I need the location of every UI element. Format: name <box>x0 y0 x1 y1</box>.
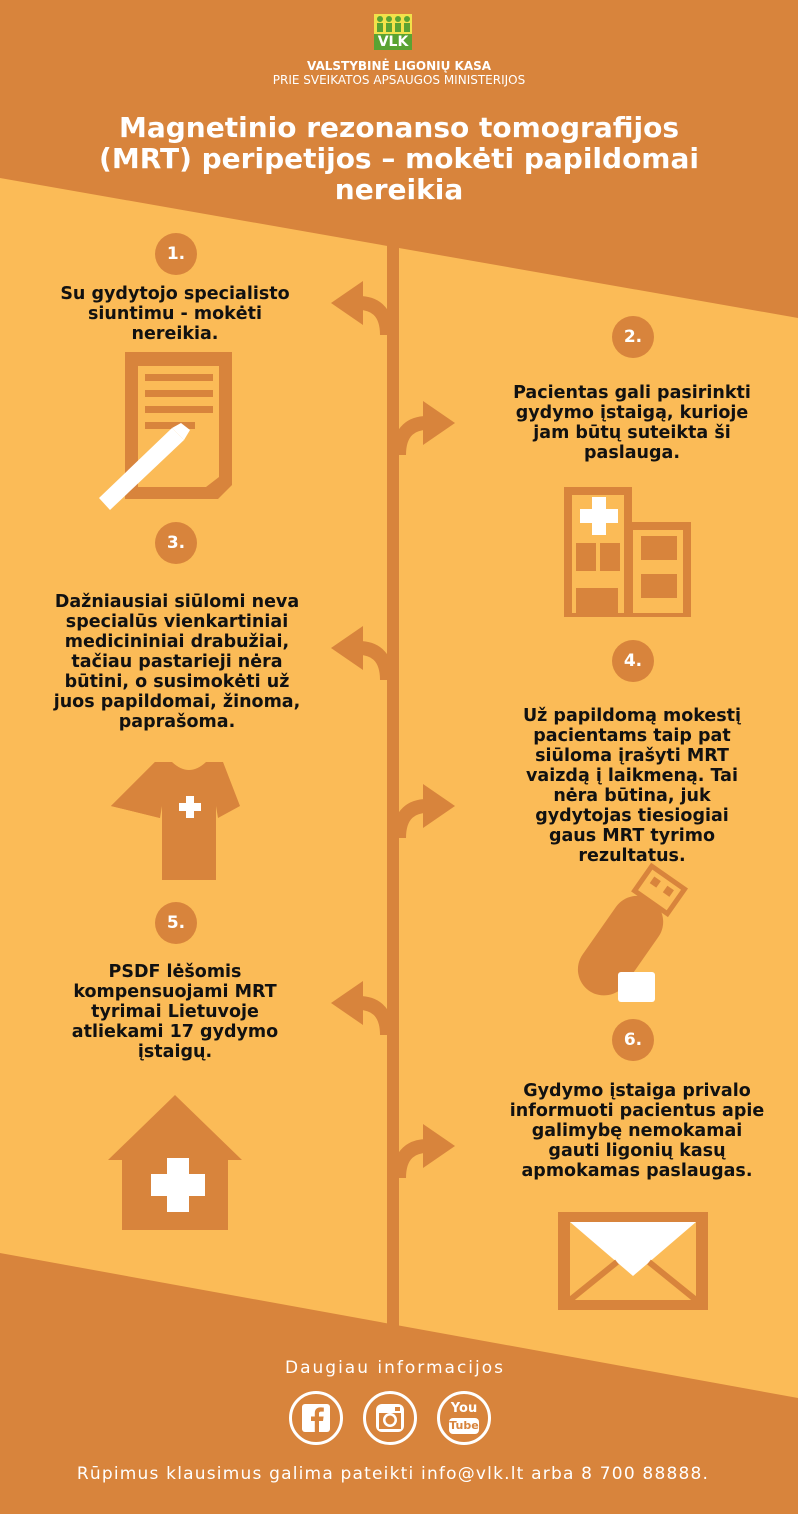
step-4-number: 4. <box>612 640 654 682</box>
youtube-button[interactable] <box>437 1391 491 1445</box>
title-line-2: (MRT) peripetijos – mokėti papildomai <box>99 142 699 175</box>
step-3-line: paprašoma. <box>118 712 236 732</box>
step-4-line: gydytojas tiesiogiai <box>535 806 729 826</box>
facebook-icon <box>292 1394 340 1442</box>
step-6-line: informuoti pacientus apie <box>509 1101 765 1121</box>
step-5-line: įstaigų. <box>137 1042 213 1062</box>
step-1-line: Su gydytojo specialisto <box>60 284 290 304</box>
title-line-3: nereikia <box>334 173 464 206</box>
envelope-icon <box>558 1212 708 1310</box>
arrow-right-icon <box>399 401 455 455</box>
arrow-left-icon <box>331 981 387 1035</box>
step-6-line: apmokamas paslaugas. <box>521 1161 753 1181</box>
step-1-line: siuntimu - mokėti <box>88 304 262 324</box>
step-6-line: gauti ligonių kasų <box>548 1141 726 1161</box>
step-3-line: Dažniausiai siūlomi neva <box>54 592 300 612</box>
arrow-right-icon <box>399 1124 455 1178</box>
step-3-number: 3. <box>155 522 197 564</box>
step-5-line: kompensuojami MRT <box>73 982 277 1002</box>
step-5-line: tyrimai Lietuvoje <box>91 1002 259 1022</box>
step-3-line: juos papildomai, žinoma, <box>53 692 301 712</box>
step-5-line: PSDF lėšomis <box>108 962 242 982</box>
logo-text: VLK <box>377 34 409 50</box>
youtube-icon <box>440 1394 488 1442</box>
instagram-button[interactable] <box>363 1391 417 1445</box>
hospital-building-icon <box>564 487 691 617</box>
step-6-line: Gydymo įstaiga privalo <box>523 1081 751 1101</box>
step-1-line: nereikia. <box>131 324 219 344</box>
document-pen-icon <box>99 352 232 510</box>
contact-text: Rūpimus klausimus galima pateikti info@vlk.lt arba 8 700 88888. <box>76 1464 710 1484</box>
step-2-line: jam būtų suteikta ši <box>533 423 731 443</box>
usb-label <box>618 972 655 1002</box>
step-3-line: tačiau pastarieji nėra <box>71 652 283 672</box>
more-info-label: Daugiau informacijos <box>285 1358 505 1378</box>
step-4-line: nėra būtina, juk <box>553 786 711 806</box>
org-name: VALSTYBINĖ LIGONIŲ KASA <box>306 59 492 73</box>
step-4-line: rezultatus. <box>578 846 686 866</box>
arrow-left-icon <box>331 281 387 335</box>
step-4-line: vaizdą į laikmeną. Tai <box>526 766 738 786</box>
youtube-tube: Tube <box>449 1419 479 1432</box>
step-6-line: galimybę nemokamai <box>531 1121 743 1141</box>
step-5-line: atliekami 17 gydymo <box>71 1022 279 1042</box>
arrow-right-icon <box>399 784 455 838</box>
step-3-line: būtini, o susimokėti už <box>64 672 290 692</box>
medical-shirt-icon <box>111 762 240 880</box>
step-5-number: 5. <box>155 902 197 944</box>
step-3-line: specialūs vienkartiniai <box>65 612 289 632</box>
house-cross-icon <box>108 1095 242 1230</box>
step-6-number: 6. <box>612 1019 654 1061</box>
facebook-button[interactable] <box>289 1391 343 1445</box>
arrow-left-icon <box>331 626 387 680</box>
instagram-icon <box>366 1394 414 1442</box>
step-4-line: siūloma įrašyti MRT <box>535 746 729 766</box>
step-3-line: medicininiai drabužiai, <box>64 632 290 652</box>
step-4-line: gaus MRT tyrimo <box>548 826 716 846</box>
step-2-line: paslauga. <box>583 443 680 463</box>
youtube-you: You <box>450 1401 478 1416</box>
step-2-line: gydymo įstaigą, kurioje <box>515 403 749 423</box>
step-4-line: pacientams taip pat <box>533 726 731 746</box>
title-line-1: Magnetinio rezonanso tomografijos <box>119 111 679 144</box>
org-subtitle: PRIE SVEIKATOS APSAUGOS MINISTERIJOS <box>272 73 526 87</box>
step-2-number: 2. <box>612 316 654 358</box>
step-1-number: 1. <box>155 233 197 275</box>
step-2-line: Pacientas gali pasirinkti <box>513 383 751 403</box>
step-4-line: Už papildomą mokestį <box>522 706 742 726</box>
